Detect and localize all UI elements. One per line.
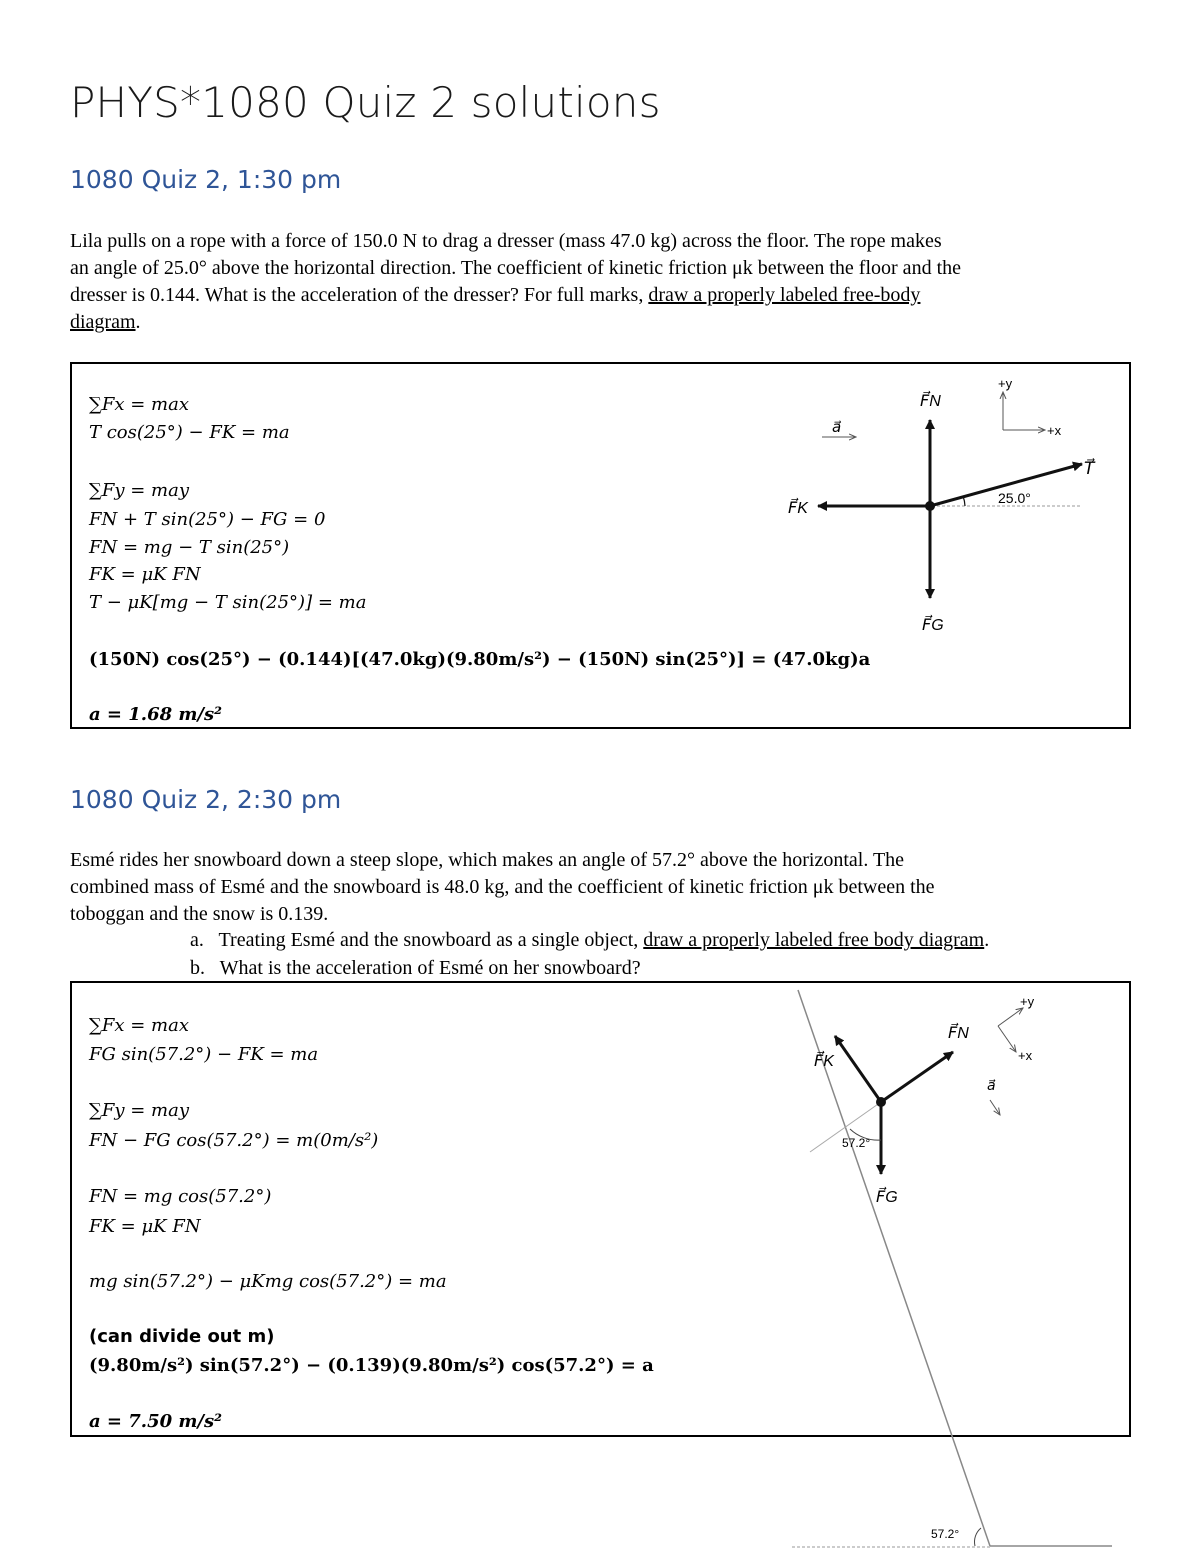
label-tension: T⃗ <box>1084 459 1095 478</box>
label-friction-force: F⃗K <box>814 1053 834 1070</box>
label-angle: 25.0° <box>998 490 1031 506</box>
problem-1-line-4: diagram. <box>70 311 141 333</box>
problem-1-line-1: Lila pulls on a rope with a force of 150.0 N to drag a dresser (mass 47.0 kg) across the floor. The rope makes <box>70 230 942 252</box>
section-2-heading: 1080 Quiz 2, 2:30 pm <box>70 785 342 814</box>
object-point <box>876 1097 886 1107</box>
x-axis-arrow <box>998 1026 1016 1052</box>
object-point <box>925 501 935 511</box>
section-2-problem <box>70 847 1150 928</box>
answer-2: a = 7.50 m/s² <box>89 1411 223 1432</box>
label-friction-force: F⃗K <box>788 500 808 517</box>
equation: ∑Fx = max <box>89 394 189 415</box>
equation: T cos(25°) − FK = ma <box>89 422 290 443</box>
problem-2-item-a <box>190 929 989 952</box>
problem-2-line-2: combined mass of Esmé and the snowboard is 48.0 kg, and the coefficient of kinetic friction μk between the <box>70 876 935 898</box>
section-1-heading: 1080 Quiz 2, 1:30 pm <box>70 165 342 194</box>
item-underlined-text: draw a properly labeled free body diagram <box>643 929 985 951</box>
label-plus-x: +x <box>1018 1048 1033 1063</box>
label-acceleration: a⃗ <box>987 1077 996 1093</box>
label-angle-bottom: 57.2° <box>931 1527 960 1541</box>
equation: FN = mg − T sin(25°) <box>89 537 290 558</box>
problem-2-line-1: Esmé rides her snowboard down a steep slope, which makes an angle of 57.2° above the horizontal. The <box>70 849 905 871</box>
equation-substituted: (9.80m/s²) sin(57.2°) − (0.139)(9.80m/s²) cos(57.2°) = a <box>89 1355 654 1376</box>
label-normal-force: F⃗N <box>920 393 941 410</box>
problem-2-line-3: toboggan and the snow is 0.139. <box>70 903 329 925</box>
acceleration-arrow <box>990 1100 1000 1115</box>
equation-note: (can divide out m) <box>89 1326 275 1347</box>
problem-1-line-2: an angle of 25.0° above the horizontal direction. The coefficient of kinetic friction μk between the floor and the <box>70 257 961 279</box>
equation-substituted: (150N) cos(25°) − (0.144)[(47.0kg)(9.80m/s²) − (150N) sin(25°)] = (47.0kg)a <box>89 649 871 670</box>
item-text: Treating Esmé and the snowboard as a single object, <box>218 929 644 951</box>
equation: FN = mg cos(57.2°) <box>89 1186 272 1207</box>
equation: FN − FG cos(57.2°) = m(0m/s²) <box>89 1130 379 1151</box>
equation: FG sin(57.2°) − FK = ma <box>89 1044 319 1065</box>
item-marker: b. <box>190 957 205 979</box>
problem-1-line-3-text: dresser is 0.144. What is the acceleration of the dresser? For full marks, <box>70 284 649 306</box>
label-normal-force: F⃗N <box>948 1025 969 1042</box>
label-gravity-force: F⃗G <box>922 617 944 634</box>
problem-2-item-b <box>190 957 641 980</box>
normal-force-arrow <box>881 1052 953 1102</box>
equation: FK = μK FN <box>89 564 201 585</box>
answer-1: a = 1.68 m/s² <box>89 704 223 725</box>
item-text-end: . <box>984 929 990 951</box>
equation: ∑Fy = may <box>89 480 190 501</box>
problem-1-line-4-text: diagram <box>70 311 136 333</box>
equation: ∑Fx = max <box>89 1015 189 1036</box>
label-plus-y: +y <box>998 376 1013 391</box>
label-plus-y: +y <box>1020 994 1035 1009</box>
equation: mg sin(57.2°) − μKmg cos(57.2°) = ma <box>89 1271 447 1292</box>
section-1-problem <box>70 228 1150 336</box>
label-acceleration: a⃗ <box>832 419 842 436</box>
item-text: What is the acceleration of Esmé on her snowboard? <box>219 957 641 979</box>
item-marker: a. <box>190 929 204 951</box>
equation: ∑Fy = may <box>89 1100 190 1121</box>
angle-arc-bottom <box>975 1528 981 1546</box>
label-angle-top: 57.2° <box>842 1136 871 1150</box>
equation: T − μK[mg − T sin(25°)] = ma <box>89 592 367 613</box>
page-title: PHYS*1080 Quiz 2 solutions <box>70 78 661 127</box>
label-gravity-force: F⃗G <box>876 1189 898 1206</box>
y-axis-arrow <box>998 1008 1023 1026</box>
free-body-diagram-1 <box>760 368 1130 658</box>
friction-force-arrow <box>835 1036 881 1102</box>
free-body-diagram-2 <box>780 984 1130 1554</box>
label-plus-x: +x <box>1047 423 1062 438</box>
slope-line <box>798 990 990 1546</box>
problem-1-line-3 <box>70 282 1150 309</box>
equation: FN + T sin(25°) − FG = 0 <box>89 509 326 530</box>
problem-1-underlined-instruction: draw a properly labeled free-body <box>648 284 921 306</box>
equation: FK = μK FN <box>89 1216 201 1237</box>
